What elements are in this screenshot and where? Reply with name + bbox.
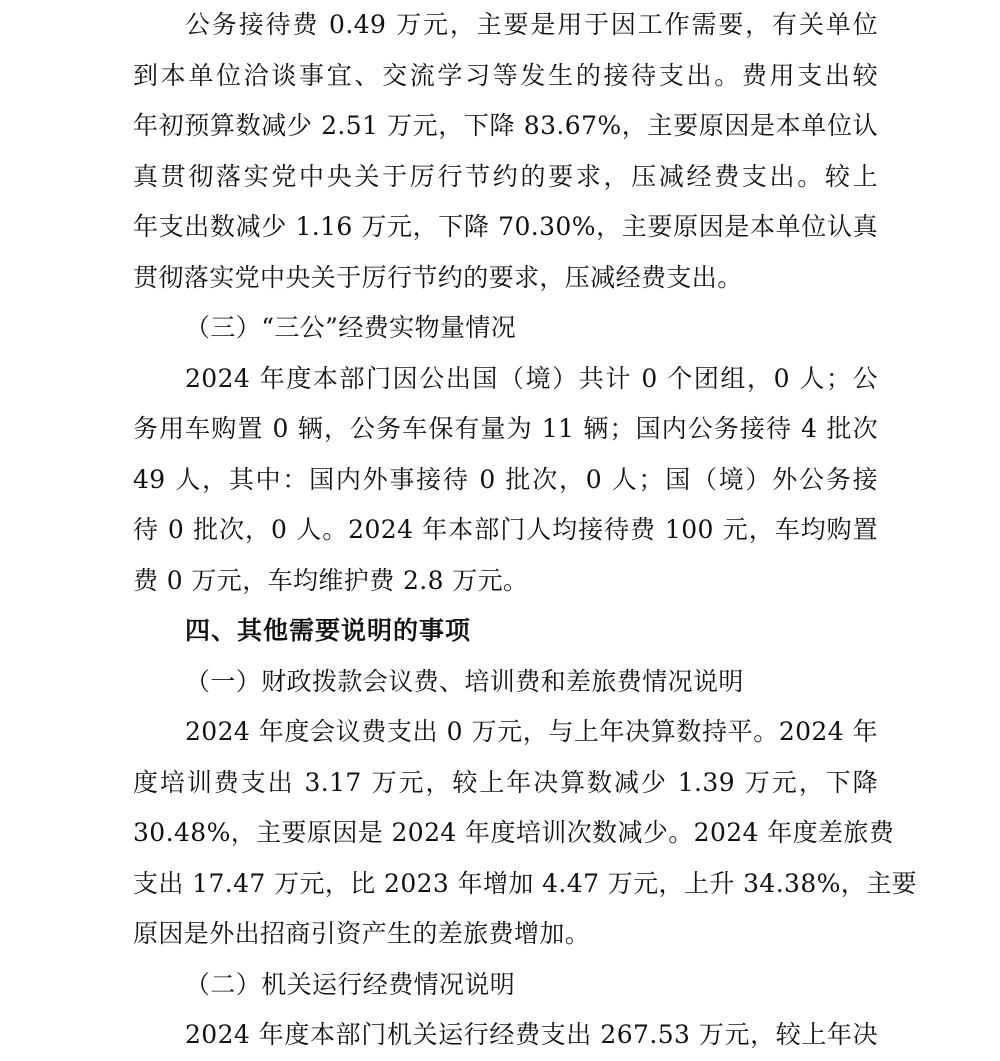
text-line: 年支出数减少 1.16 万元，下降 70.30%，主要原因是本单位认真	[133, 212, 878, 241]
text-line: 2024 年度会议费支出 0 万元，与上年决算数持平。2024 年	[185, 717, 878, 746]
text-line: 2024 年度本部门机关运行经费支出 267.53 万元，较上年决	[185, 1020, 878, 1049]
text-line: 49 人，其中：国内外事接待 0 批次，0 人；国（境）外公务接	[133, 464, 878, 494]
text-line: 真贯彻落实党中央关于厉行节约的要求，压减经费支出。较上	[133, 161, 878, 191]
text-line: 务用车购置 0 辆，公务车保有量为 11 辆；国内公务接待 4 批次	[133, 414, 878, 443]
text-line: 贯彻落实党中央关于厉行节约的要求，压减经费支出。	[133, 262, 743, 292]
text-line: 年初预算数减少 2.51 万元，下降 83.67%，主要原因是本单位认	[133, 111, 878, 140]
text-line: 费 0 万元，车均维护费 2.8 万元。	[133, 565, 529, 595]
text-line: 待 0 批次，0 人。2024 年本部门人均接待费 100 元，车均购置	[133, 515, 878, 544]
text-line: 支出 17.47 万元，比 2023 年增加 4.47 万元，上升 34.38%，主要	[133, 868, 918, 898]
section-heading: 四、其他需要说明的事项	[185, 616, 472, 645]
subsection-heading: （三）“三公”经费实物量情况	[185, 313, 517, 342]
subsection-heading: （二）机关运行经费情况说明	[185, 969, 516, 999]
text-line: 度培训费支出 3.17 万元，较上年决算数减少 1.39 万元，下降	[133, 767, 878, 797]
text-line: 到本单位洽谈事宜、交流学习等发生的接待支出。费用支出较	[133, 60, 878, 90]
text-line: 公务接待费 0.49 万元，主要是用于因工作需要，有关单位	[185, 10, 878, 39]
text-line: 原因是外出招商引资产生的差旅费增加。	[133, 919, 591, 948]
text-line: 2024 年度本部门因公出国（境）共计 0 个团组，0 人；公	[185, 363, 878, 393]
text-line: 30.48%，主要原因是 2024 年度培训次数减少。2024 年度差旅费	[133, 818, 895, 847]
subsection-heading: （一）财政拨款会议费、培训费和差旅费情况说明	[185, 666, 744, 696]
document-page	[133, 0, 918, 1061]
